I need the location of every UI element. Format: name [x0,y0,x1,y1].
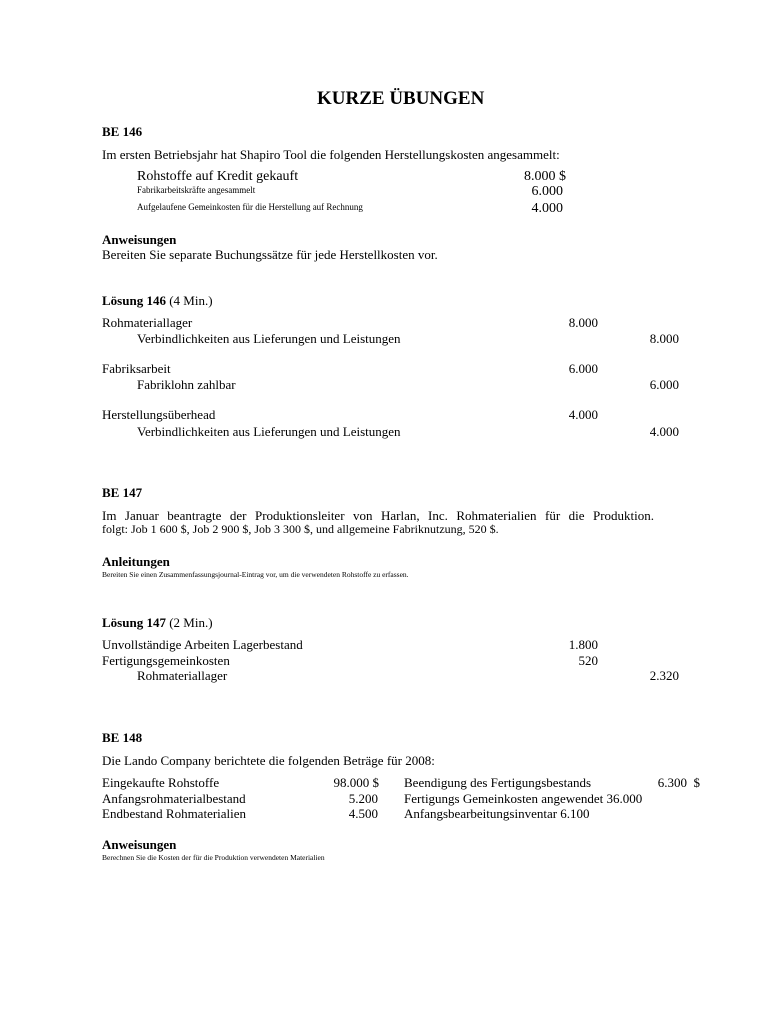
journal-debit-amount: 1.800 [568,637,598,652]
be147-instructions: Bereiten Sie einen Zusammenfassungsjournal-Eintrag vor, um die verwendeten Rohstoffe zu erfassen. [102,570,409,579]
be147-intro-line1: Im Januar beantragte der Produktionsleiter von Harlan, Inc. Rohmaterialien für die Produktion. [102,508,654,523]
journal-credit-account: Verbindlichkeiten aus Lieferungen und Leistungen [137,331,401,346]
be146-item-label: Fabrikarbeitskräfte angesammelt [137,185,256,195]
be147-intro-line2: folgt: Job 1 600 $, Job 2 900 $, Job 3 300 $, und allgemeine Fabriknutzung, 520 $. [102,522,499,536]
be146-item-amount: 4.000 [531,201,563,216]
be148-right-amount: 6.300 $ [657,775,700,790]
journal-credit-account: Verbindlichkeiten aus Lieferungen und Leistungen [137,424,401,439]
page-title: KURZE ÜBUNGEN [317,88,485,109]
be146-item-label: Rohstoffe auf Kredit gekauft [137,169,299,184]
be148-heading: BE 148 [102,730,143,745]
sol146-heading: Lösung 146 [102,293,166,308]
be146-instructions: Bereiten Sie separate Buchungssätze für jede Herstellkosten vor. [102,247,438,262]
journal-debit-account: Fertigungsgemeinkosten [102,653,230,668]
journal-credit-amount: 6.000 [649,377,679,392]
be148-left-amount: 98.000 $ [333,775,379,790]
journal-debit-amount: 4.000 [568,407,598,422]
be146-item-label: Aufgelaufene Gemeinkosten für die Herstellung auf Rechnung [137,202,363,212]
be148-right-label: Beendigung des Fertigungsbestands [404,775,592,790]
journal-credit-amount: 2.320 [649,668,679,683]
be148-intro: Die Lando Company berichtete die folgenden Beträge für 2008: [102,753,435,768]
journal-debit-account: Fabriksarbeit [102,361,171,376]
be147-instructions-heading: Anleitungen [102,554,170,569]
be146-heading: BE 146 [102,124,143,139]
be146-item-amount: 6.000 [531,184,563,199]
sol146-time: (4 Min.) [169,293,213,308]
sol146-header [102,294,213,307]
be148-instructions: Berechnen Sie die Kosten der für die Produktion verwendeten Materialien [102,853,325,862]
sol147-header [102,616,213,629]
be148-left-label: Anfangsrohmaterialbestand [102,791,246,806]
be146-item-amount: 8.000 $ [524,169,566,184]
be148-left-amount: 4.500 [348,806,378,821]
be148-left-amount: 5.200 [348,791,378,806]
be146-intro: Im ersten Betriebsjahr hat Shapiro Tool die folgenden Herstellungskosten angesammelt: [102,147,560,162]
be147-heading: BE 147 [102,485,143,500]
journal-credit-amount: 8.000 [649,331,679,346]
be148-left-label: Eingekaufte Rohstoffe [102,775,220,790]
journal-debit-amount: 8.000 [568,315,598,330]
journal-credit-account: Fabriklohn zahlbar [137,377,236,392]
be148-right-label: Fertigungs Gemeinkosten angewendet 36.000 [404,791,643,806]
journal-debit-account: Herstellungsüberhead [102,407,216,422]
be148-left-label: Endbestand Rohmaterialien [102,806,247,821]
be148-right-label: Anfangsbearbeitungsinventar 6.100 [404,806,590,821]
sol147-time: (2 Min.) [169,615,213,630]
be148-instructions-heading: Anweisungen [102,837,177,852]
journal-debit-amount: 520 [578,653,598,668]
journal-debit-account: Rohmateriallager [102,315,193,330]
journal-debit-amount: 6.000 [568,361,598,376]
be146-instructions-heading: Anweisungen [102,232,177,247]
journal-credit-account: Rohmateriallager [137,668,228,683]
journal-debit-account: Unvollständige Arbeiten Lagerbestand [102,637,303,652]
journal-credit-amount: 4.000 [649,424,679,439]
sol147-heading: Lösung 147 [102,615,166,630]
